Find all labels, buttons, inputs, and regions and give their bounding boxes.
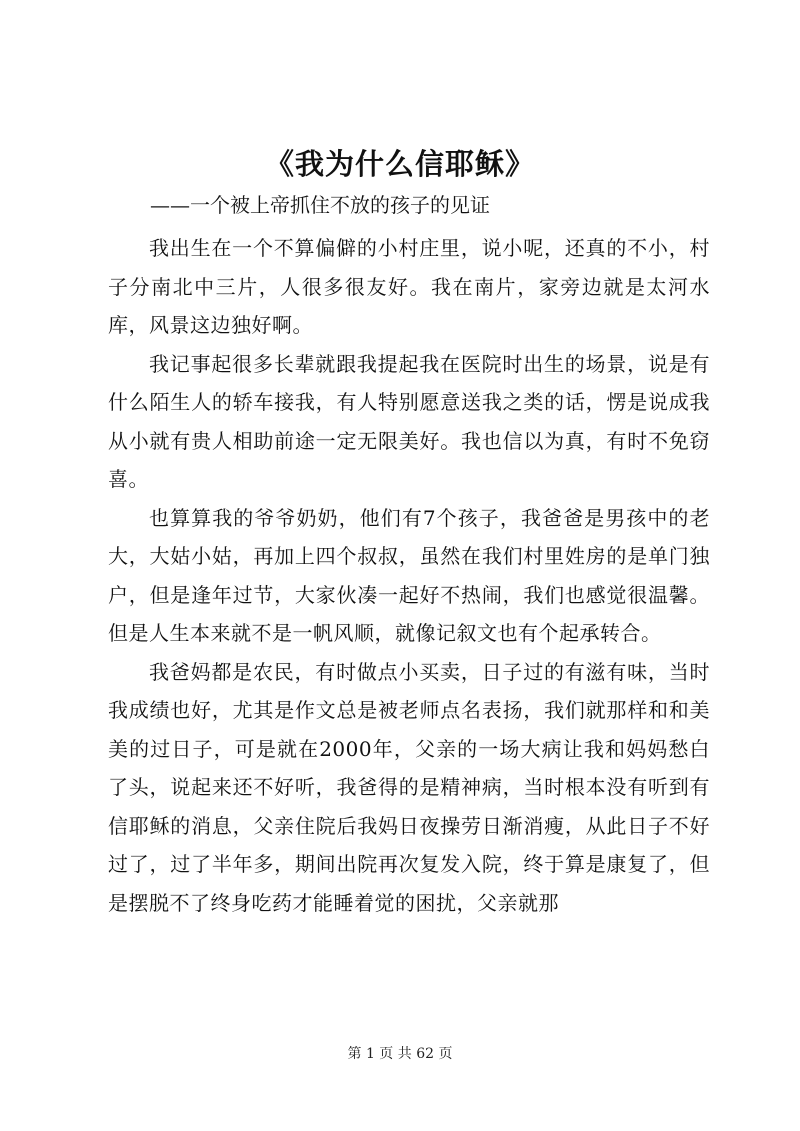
paragraph-4: 我爸妈都是农民，有时做点小买卖，日子过的有滋有味，当时我成绩也好，尤其是作文总是被老师点名表扬，我们就那样和和美美的过日子，可是就在2000年，父亲的一场大病让我和妈妈愁白了头，说起来还不好听，我爸得的是精神病，当时根本没有听到有信耶稣的消息，父亲住院后我妈日夜操劳日渐消瘦，从此日子不好过了，过了半年多，期间出院再次复发入院，终于算是康复了，但是摆脱不了终身吃药才能睡着觉的困扰，父亲就那 bbox=[108, 659, 710, 915]
paragraph-3: 也算算我的爷爷奶奶，他们有7个孩子，我爸爸是男孩中的老大，大姑小姑，再加上四个叔叔，虽然在我们村里姓房的是单门独户，但是逢年过节，大家伙凑一起好不热闹，我们也感觉很温馨。但是人生本来就不是一帆风顺，就像记叙文也有个起承转合。 bbox=[108, 505, 710, 645]
document-subtitle: ——一个被上帝抓住不放的孩子的见证 bbox=[150, 193, 490, 217]
paragraph-1: 我出生在一个不算偏僻的小村庄里，说小呢，还真的不小，村子分南北中三片，人很多很友好。我在南片，家旁边就是太河水库，风景这边独好啊。 bbox=[108, 236, 710, 337]
document-body bbox=[108, 229, 710, 922]
document-title: 《我为什么信耶稣》 bbox=[264, 147, 535, 181]
paragraph-2: 我记事起很多长辈就跟我提起我在医院时出生的场景，说是有什么陌生人的轿车接我，有人特别愿意送我之类的话，愣是说成我从小就有贵人相助前途一定无限美好。我也信以为真，有时不免窃喜。 bbox=[108, 351, 710, 491]
page-footer: 第 1 页 共 62 页 bbox=[347, 1046, 453, 1062]
